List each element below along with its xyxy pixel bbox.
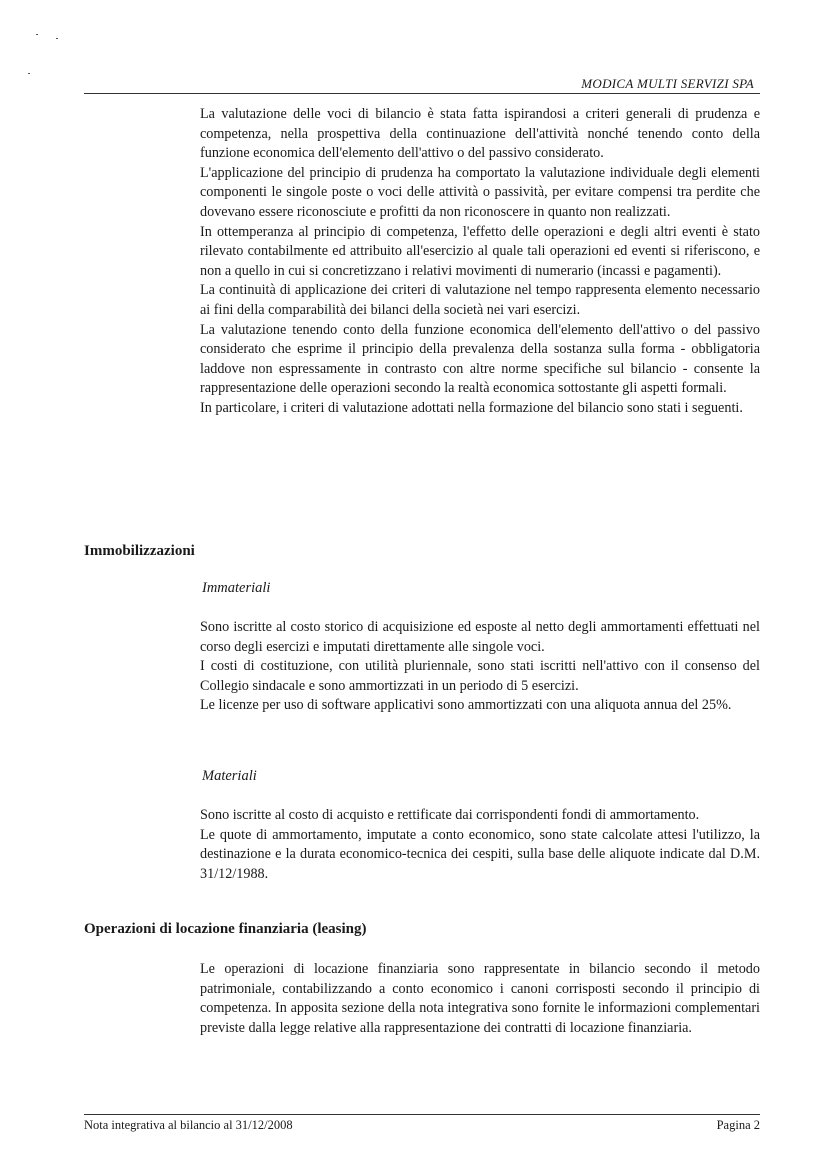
intro-text: [200, 105, 760, 419]
intro-paragraph: La valutazione tenendo conto della funzione economica dell'elemento dell'attivo o del passivo considerato che esprime il principio della prevalenza della sostanza sulla forma - obbligatoria laddove non espressamente in contrasto con altre norme specifiche sul bilancio - consente la rappresentazione delle operazioni secondo la realtà economica sottostante gli aspetti formali.: [200, 321, 760, 397]
intro-paragraph: La continuità di applicazione dei criteri di valutazione nel tempo rappresenta elemento necessario ai fini della comparabilità dei bilanci della società nei vari esercizi.: [200, 282, 760, 318]
scan-speck: [56, 38, 58, 39]
section-heading-immobilizzazioni: Immobilizzazioni: [84, 543, 195, 559]
intro-paragraph: L'applicazione del principio di prudenza ha comportato la valutazione individuale degli elementi componenti le singole poste o voci delle attività o passività, per evitare compensi tra perdite che dovevano essere riconosciute e profitti da non riconoscere in quanto non realizzati.: [200, 164, 760, 220]
leasing-paragraph: Le operazioni di locazione finanziaria sono rappresentate in bilancio secondo il metodo patrimoniale, contabilizzando a conto economico i canoni corrisposti secondo il principio di competenza. In apposita sezione della nota integrativa sono fornite le informazioni complementari previste dalla legge relative alla rappresentazione dei contratti di locazione finanziaria.: [200, 961, 760, 1036]
materiali-paragraph: Le quote di ammortamento, imputate a conto economico, sono state calcolate attesi l'utilizzo, la destinazione e la durata economico-tecnica dei cespiti, sulla base delle aliquote indicate dal D.M. 31/12/1988.: [200, 826, 760, 882]
materiali-paragraph: Sono iscritte al costo di acquisto e rettificate dai corrispondenti fondi di ammortamento.: [200, 807, 700, 823]
scan-speck: [28, 73, 30, 74]
header-divider: [84, 93, 760, 94]
footer-document-title: Nota integrativa al bilancio al 31/12/2008: [84, 1118, 293, 1132]
footer-divider: [84, 1114, 760, 1115]
materiali-text: [200, 806, 760, 884]
subheading-materiali: Materiali: [202, 768, 257, 784]
subheading-immateriali: Immateriali: [202, 580, 271, 596]
scan-speck: [36, 34, 38, 35]
intro-paragraph: La valutazione delle voci di bilancio è stata fatta ispirandosi a criteri generali di prudenza e competenza, nella prospettiva della continuazione dell'attività nonché tenendo conto della funzione economica dell'elemento dell'attivo o del passivo considerato.: [200, 106, 760, 162]
intro-paragraph: In particolare, i criteri di valutazione adottati nella formazione del bilancio sono stati i seguenti.: [200, 399, 743, 416]
immateriali-paragraph: Le licenze per uso di software applicativi sono ammortizzati con una aliquota annua del 25%.: [200, 697, 732, 714]
intro-paragraph: In ottemperanza al principio di competenza, l'effetto delle operazioni e degli altri eventi è stato rilevato contabilmente ed attribuito all'esercizio al quale tali operazioni ed eventi si riferiscono, e non a quello in cui si concretizzano i relativi movimenti di numerario (incassi e pagamenti).: [200, 223, 760, 279]
leasing-text: [200, 960, 760, 1038]
company-header: MODICA MULTI SERVIZI SPA: [581, 76, 754, 91]
immateriali-text: [200, 618, 760, 716]
immateriali-paragraph: Sono iscritte al costo storico di acquisizione ed esposte al netto degli ammortamenti effettuati nel corso degli esercizi e imputati direttamente alle singole voci.: [200, 619, 760, 655]
page-number: Pagina 2: [716, 1118, 760, 1132]
section-heading-leasing: Operazioni di locazione finanziaria (leasing): [84, 921, 367, 937]
immateriali-paragraph: I costi di costituzione, con utilità pluriennale, sono stati iscritti nell'attivo con il consenso del Collegio sindacale e sono ammortizzati in un periodo di 5 esercizi.: [200, 658, 760, 694]
